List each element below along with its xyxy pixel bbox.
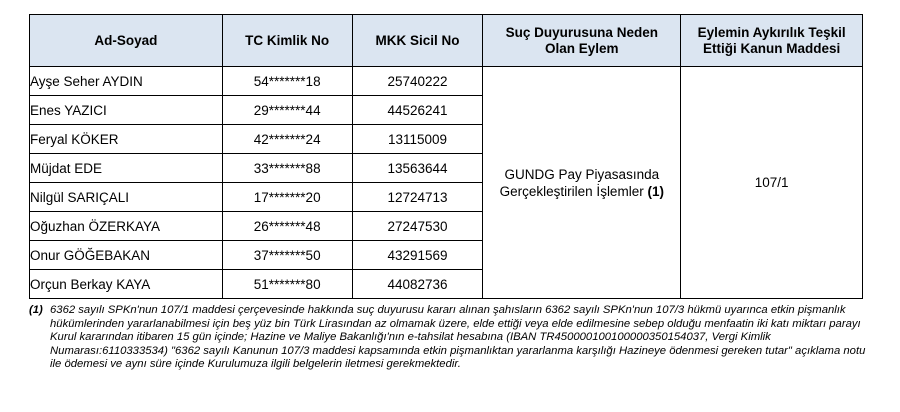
header-eylem: Suç Duyurusuna Neden Olan Eylem: [483, 15, 681, 67]
cell-name: Oğuzhan ÖZERKAYA: [30, 212, 223, 241]
cell-tc: 26*******48: [222, 212, 352, 241]
table-header-row: [30, 15, 863, 67]
cell-mkk: 12724713: [352, 183, 483, 212]
eylem-footnote-ref: (1): [647, 183, 664, 199]
cell-tc: 42*******24: [222, 125, 352, 154]
cell-name: Onur GÖĞEBAKAN: [30, 241, 223, 270]
suspects-table: [29, 14, 863, 299]
cell-tc: 37*******50: [222, 241, 352, 270]
header-mkk-sicil-no: MKK Sicil No: [352, 15, 483, 67]
footnote-text: 6362 sayılı SPKn'nun 107/1 maddesi çerçevesinde hakkında suç duyurusu kararı alınan şahısların 6362 sayılı SPKn'nun 107/3 hükmü uyarınca etkin pişmanlık hükümlerinden yararlanabilmesi için beş yüz bin Türk Lirasından az olmamak üzere, elde ettiği veya elde edilmesine sebep olduğu menfaatin iki katı miktarı parayı Kurul kararından itibaren 15 gün içinde; Hazine ve Maliye Bakanlığı'nın e-tahsilat hesabına (IBAN TR450000100100000350154037, Vergi Kimlik Numarası:6110333534) "6362 sayılı Kanunun 107/3 maddesi kapsamında etkin pişmanlıktan yararlanma karşılığı Hazineye ödenmesi gereken tutar" açıklama notu ile ödemesi ve aynı süre içinde Kurulumuza ilgili belgelerin iletmesi gerekmektedir.: [50, 304, 866, 371]
cell-tc: 33*******88: [222, 154, 352, 183]
header-ad-soyad: Ad-Soyad: [30, 15, 223, 67]
header-tc-kimlik-no: TC Kimlik No: [222, 15, 352, 67]
cell-mkk: 43291569: [352, 241, 483, 270]
footnote: [29, 304, 877, 372]
header-kanun-maddesi: Eylemin Aykırılık Teşkil Ettiği Kanun Maddesi: [681, 15, 863, 67]
cell-kanun-maddesi: 107/1: [681, 67, 863, 299]
cell-name: Nilgül SARIÇALI: [30, 183, 223, 212]
cell-eylem: [483, 67, 681, 299]
cell-mkk: 27247530: [352, 212, 483, 241]
cell-mkk: 44526241: [352, 96, 483, 125]
cell-tc: 51*******80: [222, 270, 352, 299]
cell-name: Feryal KÖKER: [30, 125, 223, 154]
cell-name: Orçun Berkay KAYA: [30, 270, 223, 299]
cell-mkk: 13563644: [352, 154, 483, 183]
cell-name: Enes YAZICI: [30, 96, 223, 125]
cell-name: Ayşe Seher AYDIN: [30, 67, 223, 96]
cell-tc: 29*******44: [222, 96, 352, 125]
cell-mkk: 13115009: [352, 125, 483, 154]
eylem-line2: Gerçekleştirilen İşlemler: [499, 183, 644, 199]
cell-mkk: 44082736: [352, 270, 483, 299]
cell-mkk: 25740222: [352, 67, 483, 96]
cell-tc: 17*******20: [222, 183, 352, 212]
eylem-line1: GUNDG Pay Piyasasında: [504, 166, 660, 182]
table-row: [30, 67, 863, 96]
cell-tc: 54*******18: [222, 67, 352, 96]
cell-name: Müjdat EDE: [30, 154, 223, 183]
footnote-marker: (1): [29, 304, 43, 316]
